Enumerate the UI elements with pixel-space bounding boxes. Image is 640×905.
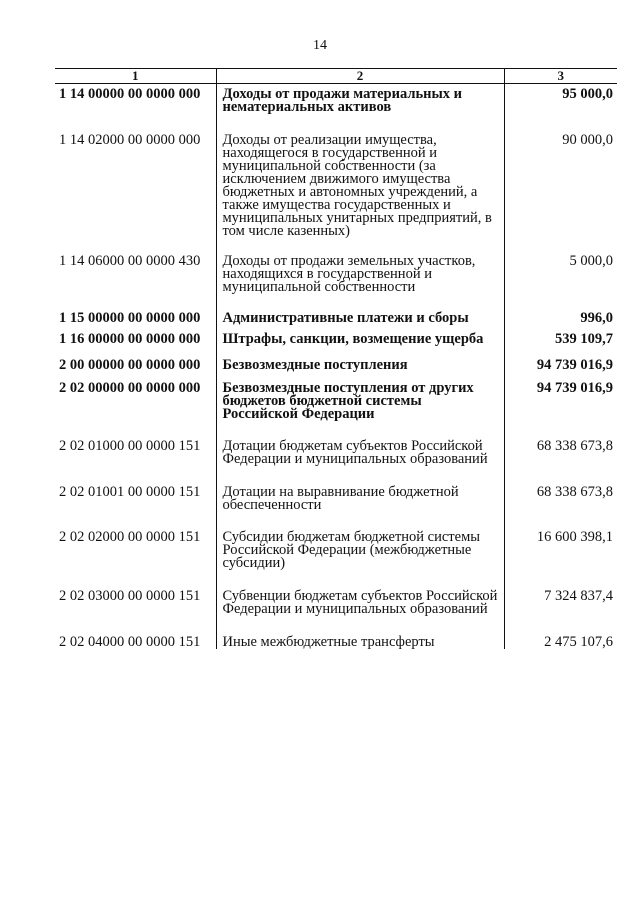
amount-cell: 68 338 673,8 [504,466,617,512]
amount-cell: 16 600 398,1 [504,512,617,570]
budget-code-cell: 2 02 01000 00 0000 151 [59,438,201,454]
table-row [55,616,617,649]
revenue-name-cell: Субсидии бюджетам бюджетной системы Российской Федерации (межбюджетные субсидии) [216,512,504,570]
table-row [55,114,617,238]
budget-code-cell: 2 02 01001 00 0000 151 [59,484,201,500]
amount-cell: 94 739 016,9 [504,346,617,372]
budget-code-cell: 1 14 00000 00 0000 000 [59,86,201,102]
budget-code-cell: 2 02 03000 00 0000 151 [59,588,201,604]
budget-code-cell: 2 02 00000 00 0000 000 [59,380,201,396]
revenue-name-cell: Безвозмездные поступления от других бюджетов бюджетной системы Российской Федерации [216,372,504,421]
budget-code-cell: 2 02 04000 00 0000 151 [59,634,201,650]
table-body [55,84,617,650]
revenue-name-cell: Иные межбюджетные трансферты [216,616,504,649]
column-header-name: 2 [216,69,504,84]
budget-code-cell: 2 02 02000 00 0000 151 [59,529,201,545]
amount-cell: 7 324 837,4 [504,570,617,616]
amount-cell: 539 109,7 [504,325,617,346]
revenue-name-cell: Доходы от продажи материальных и нематериальных активов [216,84,504,115]
table-row [55,84,617,115]
amount-cell: 95 000,0 [504,84,617,115]
budget-code-cell: 1 15 00000 00 0000 000 [59,310,201,326]
amount-cell: 5 000,0 [504,238,617,294]
amount-cell: 2 475 107,6 [504,616,617,649]
table-header-row [55,69,617,84]
column-header-amount: 3 [504,69,617,84]
table-row [55,294,617,325]
amount-cell: 94 739 016,9 [504,372,617,421]
revenue-name-cell: Административные платежи и сборы [216,294,504,325]
budget-code-cell: 1 14 02000 00 0000 000 [59,132,201,148]
amount-cell: 68 338 673,8 [504,421,617,466]
table-row [55,421,617,466]
revenue-name-cell: Штрафы, санкции, возмещение ущерба [216,325,504,346]
table-row [55,346,617,372]
table-row [55,466,617,512]
column-header-code: 1 [55,69,216,84]
amount-cell: 996,0 [504,294,617,325]
revenue-name-cell: Дотации на выравнивание бюджетной обеспеченности [216,466,504,512]
revenue-name-cell: Дотации бюджетам субъектов Российской Федерации и муниципальных образований [216,421,504,466]
table-row [55,325,617,346]
table-row [55,512,617,570]
table-row [55,238,617,294]
table-row [55,372,617,421]
revenue-name-cell: Доходы от продажи земельных участков, находящихся в государственной и муниципальной собственности [216,238,504,294]
revenue-name-cell: Доходы от реализации имущества, находящегося в государственной и муниципальной собственности (за исключением движимого имущества бюджетных и автономных учреждений, а также имущества государственных и муниципальных унитарных предприятий, в том числе казенных) [216,114,504,238]
revenue-name-cell: Субвенции бюджетам субъектов Российской Федерации и муниципальных образований [216,570,504,616]
table-row [55,570,617,616]
budget-code-cell: 2 00 00000 00 0000 000 [59,357,201,373]
budget-revenue-table [55,68,617,649]
budget-code-cell: 1 16 00000 00 0000 000 [59,331,201,347]
revenue-name-cell: Безвозмездные поступления [216,346,504,372]
amount-cell: 90 000,0 [504,114,617,238]
page-number: 14 [313,38,327,53]
budget-code-cell: 1 14 06000 00 0000 430 [59,253,201,269]
